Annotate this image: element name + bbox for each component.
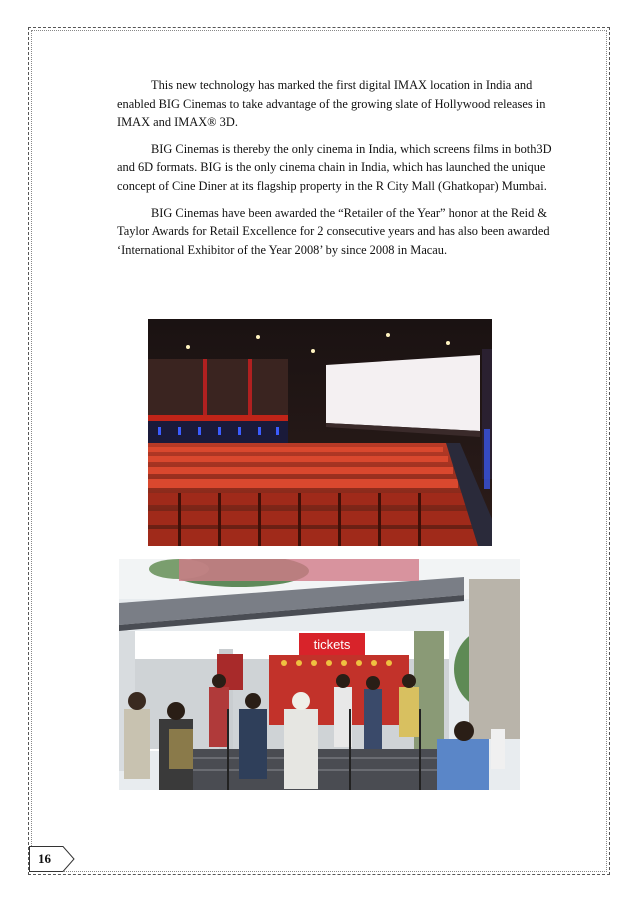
tickets-sign-text: tickets [313,637,351,652]
ticket-counter-photo [119,559,520,790]
page-number: 16 [38,851,51,866]
cinema-hall-photo [148,319,492,546]
paragraph-2: BIG Cinemas is thereby the only cinema in India, which screens films in both3D and 6D formats. BIG is the only cinema chain in India, which has launched the unique concept of Cine Diner at its flagship property in the R City Mall (Ghatkopar) Mumbai. [117,141,552,193]
page-number-arrow-shape [29,846,75,872]
body-text [117,76,564,267]
ticket-counter-illustration [119,559,520,790]
paragraph-1: This new technology has marked the first digital IMAX location in India and enabled BIG Cinemas to take advantage of the growing slate of Hollywood releases in IMAX and IMAX® 3D. [117,78,546,130]
paragraph-3: BIG Cinemas have been awarded the “Retailer of the Year” honor at the Reid & Taylor Awards for Retail Excellence for 2 consecutive years and has also been awarded ‘International Exhibitor of the Year 2008’ by since 2008 in Macau. [117,205,550,257]
cinema-hall-illustration [148,319,492,546]
page-number-tab [29,846,75,872]
